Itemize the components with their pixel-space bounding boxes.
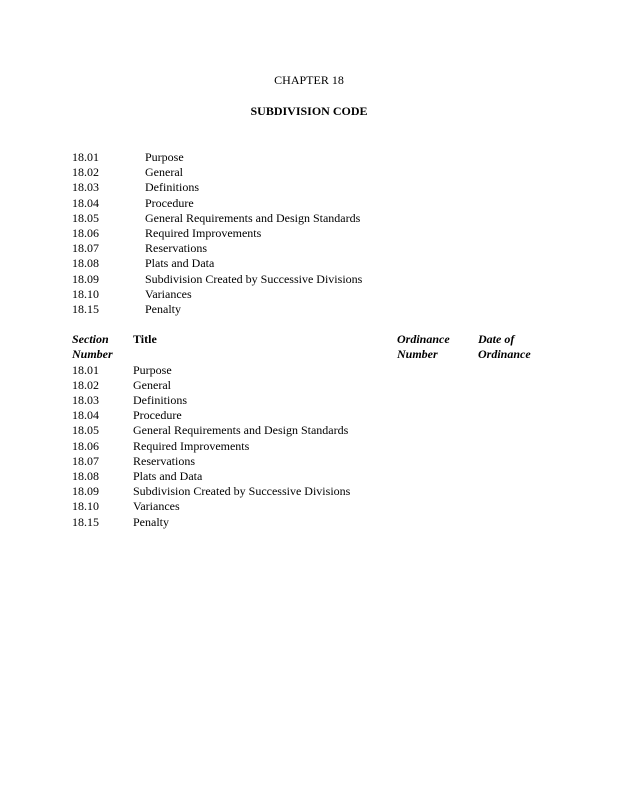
- toc-row: [72, 302, 618, 317]
- cell-ordinance-number: [397, 499, 478, 514]
- cell-ordinance-number: [397, 393, 478, 408]
- toc-row: [72, 211, 618, 226]
- header-ordinance-line1: Ordinance: [397, 332, 450, 347]
- table-row: [72, 408, 618, 423]
- cell-title: Subdivision Created by Successive Divisions: [133, 484, 351, 499]
- header-section-line1: Section: [72, 332, 109, 347]
- toc-row: [72, 180, 618, 195]
- section-number: 18.06: [72, 226, 99, 241]
- section-title: Subdivision Created by Successive Divisions: [145, 271, 363, 286]
- cell-section-number: 18.08: [72, 469, 99, 484]
- toc-row: [72, 272, 618, 287]
- section-number: 18.10: [72, 286, 99, 301]
- cell-section-number: 18.04: [72, 408, 99, 423]
- section-number: 18.05: [72, 210, 99, 225]
- section-table: [72, 363, 618, 530]
- section-number: 18.15: [72, 302, 99, 317]
- toc-row: [72, 226, 618, 241]
- header-title: Title: [133, 332, 157, 347]
- cell-section-number: 18.03: [72, 393, 99, 408]
- section-number: 18.08: [72, 256, 99, 271]
- cell-date-of-ordinance: [478, 408, 618, 423]
- section-title: Purpose: [145, 150, 184, 164]
- section-title: General Requirements and Design Standards: [145, 210, 361, 225]
- table-row: [72, 469, 618, 484]
- cell-section-number: 18.05: [72, 423, 99, 438]
- cell-ordinance-number: [397, 454, 478, 469]
- cell-ordinance-number: [397, 363, 478, 378]
- section-list: [72, 150, 618, 317]
- cell-title: Variances: [133, 499, 180, 514]
- cell-date-of-ordinance: [478, 439, 618, 454]
- chapter-heading: CHAPTER 18: [274, 73, 344, 87]
- table-row: [72, 393, 618, 408]
- cell-title: Plats and Data: [133, 469, 203, 484]
- cell-ordinance-number: [397, 423, 478, 438]
- document-title: SUBDIVISION CODE: [250, 104, 368, 118]
- cell-date-of-ordinance: [478, 363, 618, 378]
- toc-row: [72, 165, 618, 180]
- cell-ordinance-number: [397, 515, 478, 530]
- toc-row: [72, 241, 618, 256]
- cell-title: General Requirements and Design Standards: [133, 423, 349, 438]
- cell-title: Definitions: [133, 393, 187, 408]
- cell-date-of-ordinance: [478, 469, 618, 484]
- table-row: [72, 439, 618, 454]
- section-title: Procedure: [145, 195, 194, 210]
- cell-section-number: 18.01: [72, 362, 99, 377]
- header-date-of-ordinance: [478, 332, 618, 362]
- section-number: 18.09: [72, 271, 99, 286]
- cell-section-number: 18.07: [72, 453, 99, 468]
- header-section-line2: Number: [72, 347, 113, 362]
- header-date-line2: Ordinance: [478, 347, 531, 362]
- section-number: 18.01: [72, 150, 99, 164]
- cell-section-number: 18.02: [72, 377, 99, 392]
- section-number: 18.03: [72, 180, 99, 195]
- toc-row: [72, 287, 618, 302]
- cell-title: Purpose: [133, 362, 172, 377]
- cell-title: Penalty: [133, 514, 169, 529]
- table-row: [72, 515, 618, 530]
- section-title: Required Improvements: [145, 226, 262, 241]
- cell-ordinance-number: [397, 378, 478, 393]
- section-title: Definitions: [145, 180, 199, 195]
- table-row: [72, 423, 618, 438]
- cell-ordinance-number: [397, 484, 478, 499]
- cell-section-number: 18.06: [72, 438, 99, 453]
- cell-date-of-ordinance: [478, 378, 618, 393]
- cell-ordinance-number: [397, 469, 478, 484]
- cell-section-number: 18.15: [72, 514, 99, 529]
- cell-date-of-ordinance: [478, 484, 618, 499]
- cell-ordinance-number: [397, 408, 478, 423]
- table-row: [72, 454, 618, 469]
- cell-date-of-ordinance: [478, 515, 618, 530]
- cell-date-of-ordinance: [478, 423, 618, 438]
- cell-title: Required Improvements: [133, 438, 250, 453]
- table-row: [72, 363, 618, 378]
- cell-section-number: 18.09: [72, 484, 99, 499]
- section-title: Penalty: [145, 302, 181, 317]
- header-ordinance-line2: Number: [397, 347, 438, 362]
- cell-date-of-ordinance: [478, 393, 618, 408]
- header-ordinance-number: [397, 332, 478, 362]
- section-number: 18.07: [72, 241, 99, 256]
- section-title: Plats and Data: [145, 256, 215, 271]
- section-number: 18.02: [72, 165, 99, 180]
- section-title: Reservations: [145, 241, 207, 256]
- table-row: [72, 484, 618, 499]
- cell-section-number: 18.10: [72, 499, 99, 514]
- table-row: [72, 499, 618, 514]
- toc-row: [72, 196, 618, 211]
- section-title: Variances: [145, 286, 192, 301]
- header-section-number: [72, 332, 133, 362]
- cell-date-of-ordinance: [478, 454, 618, 469]
- cell-date-of-ordinance: [478, 499, 618, 514]
- toc-row: [72, 150, 618, 165]
- toc-row: [72, 256, 618, 271]
- cell-title: Procedure: [133, 408, 182, 423]
- header-date-line1: Date of: [478, 332, 515, 347]
- table-header: [72, 332, 618, 362]
- section-title: General: [145, 165, 183, 180]
- table-row: [72, 378, 618, 393]
- cell-ordinance-number: [397, 439, 478, 454]
- cell-title: General: [133, 377, 171, 392]
- section-number: 18.04: [72, 195, 99, 210]
- cell-title: Reservations: [133, 453, 195, 468]
